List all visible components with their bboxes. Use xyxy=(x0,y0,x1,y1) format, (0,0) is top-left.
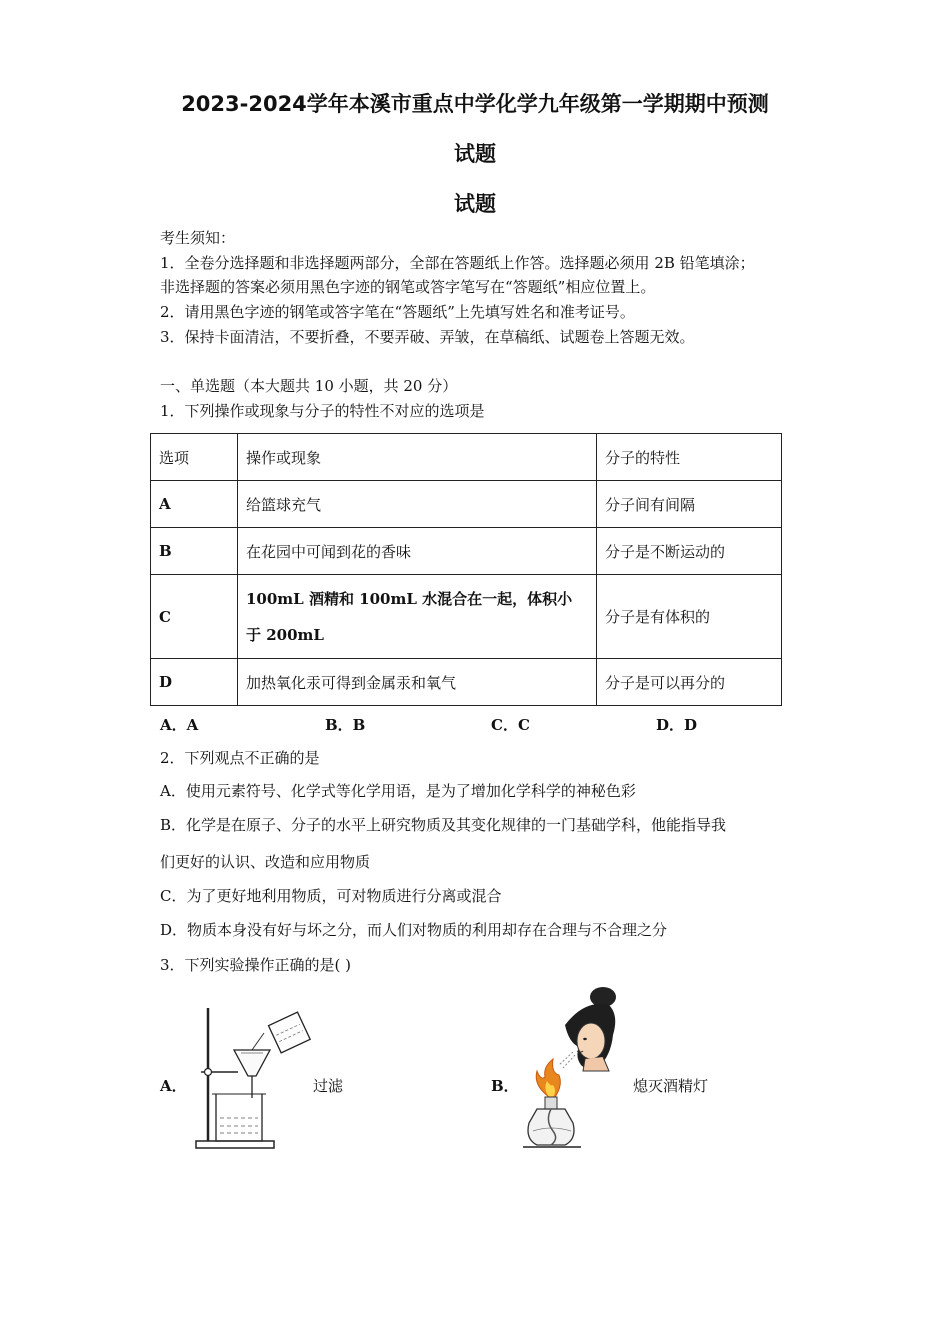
notice-item-1-cont: 非选择题的答案必须用黑色字迹的钢笔或答字笔写在“答题纸”相应位置上。 xyxy=(160,278,656,296)
property-cell: 分子是可以再分的 xyxy=(597,659,782,706)
q2-option-b-cont: 们更好的认识、改造和应用物质 xyxy=(160,853,371,871)
action-cell: 加热氧化汞可得到金属汞和氧气 xyxy=(238,659,597,706)
table-row xyxy=(151,481,782,528)
table-header-cell: 操作或现象 xyxy=(238,434,597,481)
option-key: A xyxy=(151,481,238,528)
table-row xyxy=(151,659,782,706)
section-heading: 一、单选题（本大题共 10 小题，共 20 分） xyxy=(160,377,458,395)
q3-option-b-caption: 熄灭酒精灯 xyxy=(633,1077,709,1095)
q3-option-a-letter[interactable]: A． xyxy=(160,1077,187,1095)
exam-subtitle: 试题 xyxy=(454,192,496,216)
property-cell: 分子间有间隔 xyxy=(597,481,782,528)
q1-stem: 1．下列操作或现象与分子的特性不对应的选项是 xyxy=(160,402,485,420)
notice-item-1: 1．全卷分选择题和非选择题两部分，全部在答题纸上作答。选择题必须用 2B 铅笔填涂； xyxy=(160,254,755,272)
action-line: 于 200mL xyxy=(246,625,324,644)
property-cell: 分子是不断运动的 xyxy=(597,528,782,575)
table-header-cell: 选项 xyxy=(151,434,238,481)
notice-item-2: 2．请用黑色字迹的钢笔或答字笔在“答题纸”上先填写姓名和准考证号。 xyxy=(160,303,635,321)
action-cell: 在花园中可闻到花的香味 xyxy=(238,528,597,575)
q1-option-a[interactable]: A．A xyxy=(160,716,199,734)
notice-item-3: 3．保持卡面清洁，不要折叠，不要弄破、弄皱，在草稿纸、试题卷上答题无效。 xyxy=(160,328,695,346)
q3-option-a-caption: 过滤 xyxy=(313,1077,344,1095)
q3-option-b-letter[interactable]: B． xyxy=(491,1077,519,1095)
action-cell: 给篮球充气 xyxy=(238,481,597,528)
table-row xyxy=(151,575,782,659)
option-key: B xyxy=(151,528,238,575)
action-line: 100mL 酒精和 100mL 水混合在一起，体积小 xyxy=(246,589,573,608)
notice-heading: 考生须知： xyxy=(160,229,236,247)
option-key: D xyxy=(151,659,238,706)
table-header-cell: 分子的特性 xyxy=(597,434,782,481)
q1-option-c[interactable]: C．C xyxy=(491,716,530,734)
q1-table xyxy=(150,433,782,706)
q2-option-d[interactable]: D．物质本身没有好与坏之分，而人们对物质的利用却存在合理与不合理之分 xyxy=(160,921,668,939)
q2-option-c[interactable]: C．为了更好地利用物质，可对物质进行分离或混合 xyxy=(160,887,502,905)
q3-stem: 3．下列实验操作正确的是( ) xyxy=(160,956,352,974)
table-header-row xyxy=(151,434,782,481)
action-cell xyxy=(238,575,597,659)
q1-option-d[interactable]: D．D xyxy=(656,716,698,734)
filtration-diagram xyxy=(190,1000,320,1155)
option-key: C xyxy=(151,575,238,659)
property-cell: 分子是有体积的 xyxy=(597,575,782,659)
table-row xyxy=(151,528,782,575)
exam-title-line2: 试题 xyxy=(454,142,496,166)
exam-title-line1: 2023-2024学年本溪市重点中学化学九年级第一学期期中预测 xyxy=(181,92,769,116)
q2-stem: 2．下列观点不正确的是 xyxy=(160,749,320,767)
q2-option-b[interactable]: B．化学是在原子、分子的水平上研究物质及其变化规律的一门基础学科，他能指导我 xyxy=(160,816,727,834)
q2-option-a[interactable]: A．使用元素符号、化学式等化学用语，是为了增加化学科学的神秘色彩 xyxy=(160,782,636,800)
q1-option-b[interactable]: B．B xyxy=(325,716,366,734)
alcohol-lamp-diagram xyxy=(515,985,635,1155)
